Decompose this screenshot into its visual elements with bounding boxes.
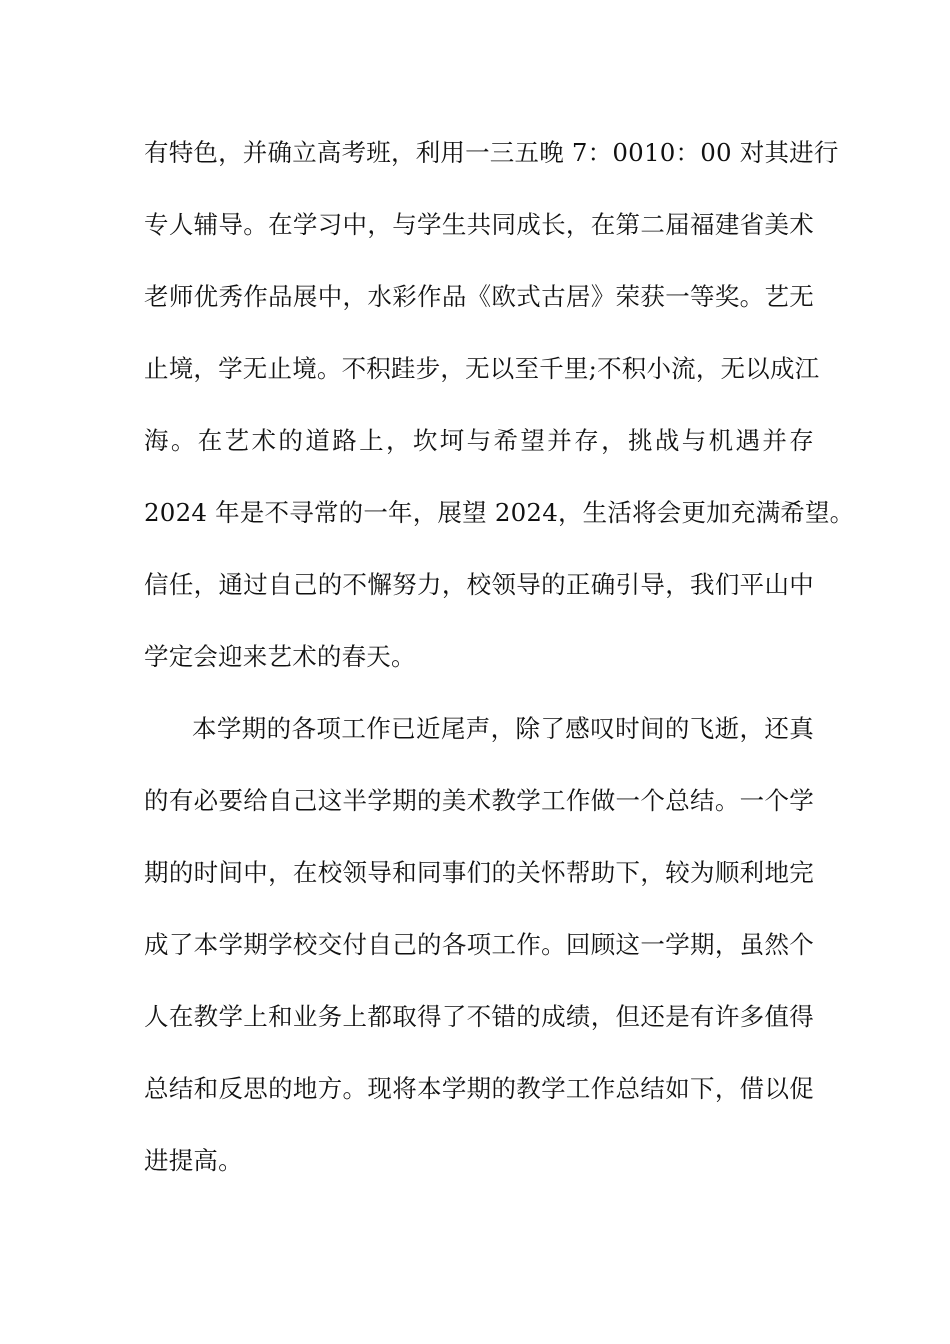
paragraph-line: 有特色，并确立高考班，利用一三五晚 7：0010：00 对其进行 bbox=[144, 138, 839, 167]
paragraph-line: 人在教学上和业务上都取得了不错的成绩，但还是有许多值得 bbox=[144, 1002, 814, 1031]
paragraph-line: 的有必要给自己这半学期的美术教学工作做一个总结。一个学 bbox=[144, 786, 814, 815]
paragraph-line: 2024 年是不寻常的一年，展望 2024，生活将会更加充满希望。 bbox=[144, 498, 855, 527]
paragraph-line: 本学期的各项工作已近尾声，除了感叹时间的飞逝，还真 bbox=[192, 714, 814, 743]
paragraph-line: 老师优秀作品展中，水彩作品《欧式古居》荣获一等奖。艺无 bbox=[144, 282, 814, 311]
paragraph-line: 海。在艺术的道路上，坎坷与希望并存，挑战与机遇并存 bbox=[144, 426, 814, 455]
paragraph-line: 专人辅导。在学习中，与学生共同成长，在第二届福建省美术 bbox=[144, 210, 814, 239]
paragraph-line: 总结和反思的地方。现将本学期的教学工作总结如下，借以促 bbox=[144, 1074, 814, 1103]
paragraph-line: 止境，学无止境。不积跬步，无以至千里;不积小流，无以成江 bbox=[144, 354, 820, 383]
paragraph-line: 进提高。 bbox=[144, 1146, 243, 1175]
paragraph-line: 信任，通过自己的不懈努力，校领导的正确引导，我们平山中 bbox=[144, 570, 814, 599]
paragraph-line: 学定会迎来艺术的春天。 bbox=[144, 642, 416, 671]
paragraph-line: 成了本学期学校交付自己的各项工作。回顾这一学期，虽然个 bbox=[144, 930, 814, 959]
paragraph-line: 期的时间中，在校领导和同事们的关怀帮助下，较为顺利地完 bbox=[144, 858, 814, 887]
